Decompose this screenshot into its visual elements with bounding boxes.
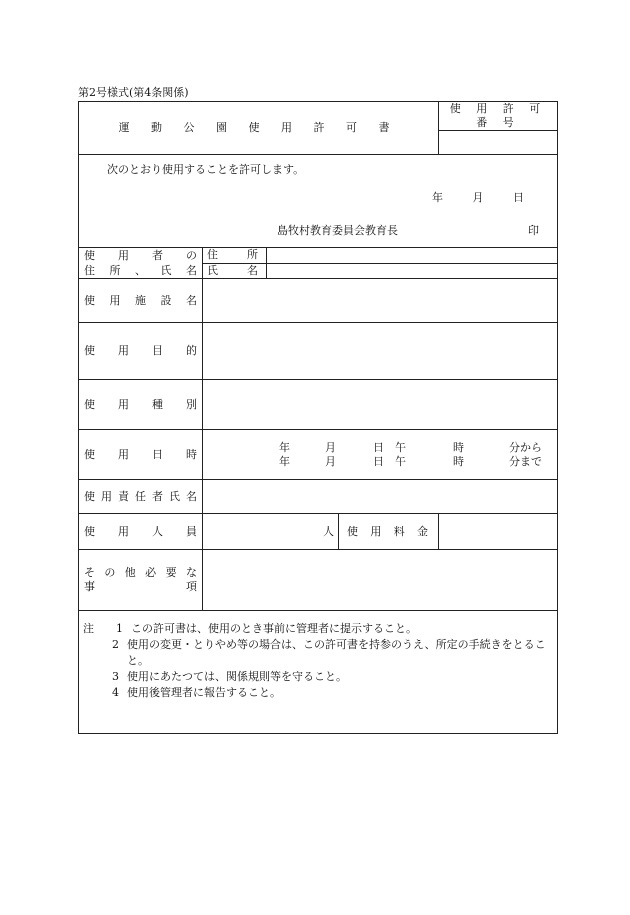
name-label: 氏 名	[203, 263, 267, 279]
facility-field[interactable]	[203, 279, 558, 323]
issue-date[interactable]	[432, 191, 524, 205]
notes-head: 注	[83, 622, 94, 635]
other-label: そ の 他 必 要 な 事 項	[79, 550, 203, 611]
note-item: 3 使用にあたつては、関係規則等を守ること。	[112, 670, 347, 683]
people-field[interactable]	[203, 514, 339, 550]
date-year: 年	[432, 191, 443, 204]
time-to-suffix: 分まで	[509, 454, 542, 468]
approval-text: 次のとおり使用することを許可します。	[107, 163, 305, 176]
datetime-field[interactable]	[203, 430, 558, 480]
applicant-label	[79, 248, 203, 279]
applicant-label-line2: 住 所 、 氏 名	[84, 264, 197, 277]
fee-label: 使 用 料 金	[339, 514, 439, 550]
date-day: 日	[513, 191, 524, 204]
purpose-label: 使 用 目 的	[79, 323, 203, 380]
fee-field[interactable]	[439, 514, 558, 550]
note-item: 2 使用の変更・とりやめ等の場合は、この許可書を持参のうえ、所定の手続きをとること。	[112, 638, 546, 667]
approval-section	[79, 155, 558, 248]
form-caption: 第2号様式(第4条関係)	[78, 86, 189, 99]
issuer-name: 島牧村教育委員会教育長	[277, 224, 398, 237]
note-item: 注 1 この許可書は、使用のとき事前に管理者に提示すること。	[83, 622, 417, 635]
permit-number-label: 使 用 許 可 番 号	[439, 102, 558, 131]
form-title: 運 動 公 園 使 用 許 可 書	[79, 102, 439, 155]
responsible-field[interactable]	[203, 480, 558, 514]
time-from-suffix: 分から	[509, 440, 542, 454]
note-item: 4 使用後管理者に報告すること。	[112, 686, 281, 699]
responsible-label: 使 用 責 任 者 氏 名	[79, 480, 203, 514]
facility-label: 使 用 施 設 名	[79, 279, 203, 323]
permit-form	[78, 101, 558, 734]
seal-mark: 印	[528, 224, 539, 237]
type-field[interactable]	[203, 380, 558, 430]
applicant-label-line1: 使 用 者 の	[84, 249, 197, 262]
time-to-row: 年 月 日 午 時 分まで	[279, 454, 542, 468]
time-from-row: 年 月 日 午 時 分から	[279, 440, 542, 454]
purpose-field[interactable]	[203, 323, 558, 380]
date-month: 月	[472, 191, 484, 204]
other-field[interactable]	[203, 550, 558, 611]
address-field[interactable]	[267, 248, 558, 264]
name-field[interactable]	[267, 263, 558, 279]
permit-number-field[interactable]	[439, 131, 558, 155]
people-label: 使 用 人 員	[79, 514, 203, 550]
address-label: 住 所	[203, 248, 267, 264]
people-unit: 人	[323, 524, 334, 538]
datetime-label: 使 用 日 時	[79, 430, 203, 480]
notes-section	[79, 611, 558, 734]
type-label: 使 用 種 別	[79, 380, 203, 430]
